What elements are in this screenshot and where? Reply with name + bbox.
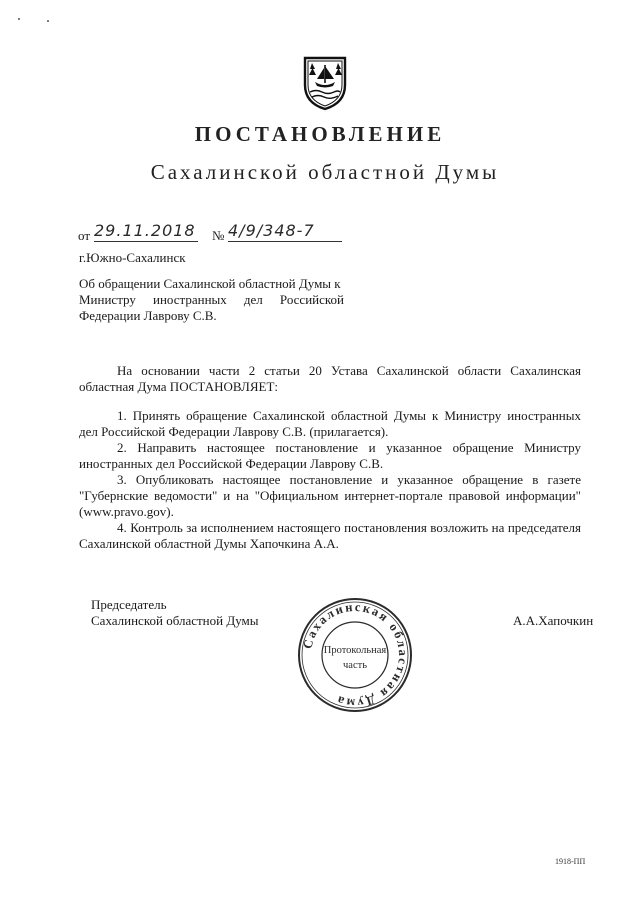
position-line: Председатель (91, 597, 167, 612)
document-title: ПОСТАНОВЛЕНИЕ (194, 122, 446, 146)
number-prefix-label: № (212, 228, 225, 243)
handwritten-date: 29.11.2018 (94, 222, 198, 242)
position-line: Сахалинской областной Думы (91, 613, 259, 628)
signatory-position (91, 597, 259, 629)
resolution-body (79, 363, 581, 552)
subject-line: Федерации Лаврову С.В. (79, 308, 217, 323)
date-number-line (78, 222, 358, 246)
city-label: г.Южно-Сахалинск (79, 250, 186, 265)
official-seal-stamp (296, 596, 414, 714)
document-code: 1918-ПП (555, 857, 586, 866)
date-prefix-label: от (78, 228, 91, 243)
handwritten-number: 4/9/348-7 (228, 222, 342, 242)
coat-of-arms-emblem (303, 55, 347, 111)
subject-block (79, 276, 344, 324)
resolution-item: 1. Принять обращение Сахалинской областной Думы к Министру иностранных дел Российской Федерации Лаврову С.В. (прилагается). (79, 408, 581, 439)
seal-ring-text: Сахалинская областная Дума (300, 599, 411, 711)
resolution-item: 2. Направить настоящее постановление и указанное обращение Министру иностранных дел Российской Федерации Лаврову С.В. (79, 440, 581, 471)
scan-speck (18, 18, 20, 20)
scan-speck (47, 20, 49, 22)
signatory-name: А.А.Хапочкин (513, 613, 594, 628)
seal-center-text: часть (343, 660, 367, 671)
resolution-item: 3. Опубликовать настоящее постановление и указанное обращение в газете "Губернские ведомости" и на "Официальном интернет-портале правовой информации" (www.pravo.gov). (79, 472, 581, 519)
seal-center-text: Протокольная (323, 645, 387, 656)
subject-line: Об обращении Сахалинской областной Думы к (79, 276, 341, 291)
preamble-paragraph: На основании части 2 статьи 20 Устава Сахалинской области Сахалинская областная Дума ПОСТАНОВЛЯЕТ: (79, 363, 581, 394)
subject-line: Министру иностранных дел Российской (79, 292, 344, 307)
document-subtitle: Сахалинской областной Думы (150, 160, 500, 184)
resolution-item: 4. Контроль за исполнением настоящего постановления возложить на председателя Сахалинской областной Думы Хапочкина А.А. (79, 520, 581, 551)
